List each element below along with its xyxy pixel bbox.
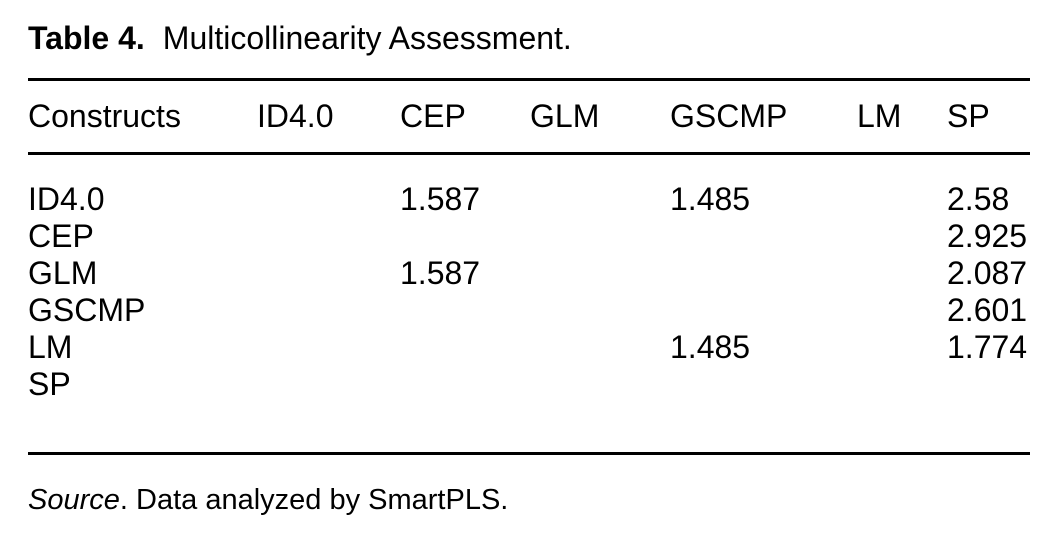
- table-cell: [530, 329, 670, 366]
- column-header: GLM: [530, 80, 670, 154]
- column-header: ID4.0: [257, 80, 400, 154]
- table-cell: 2.925: [947, 218, 1028, 254]
- table-cell: [670, 292, 857, 329]
- table-cell: [670, 255, 857, 292]
- row-header: LM: [28, 329, 73, 365]
- table-cell: [257, 292, 400, 329]
- table-cell: [857, 292, 947, 329]
- column-header: CEP: [400, 80, 530, 154]
- table-title: [28, 20, 572, 56]
- table-cell: [400, 329, 530, 366]
- table-cell: [257, 218, 400, 255]
- table-cell: [257, 154, 400, 219]
- table-cell: [857, 218, 947, 255]
- table-row: [28, 154, 1030, 219]
- table-body: [28, 154, 1030, 454]
- table-cell: [530, 366, 670, 454]
- table-row: [28, 218, 1030, 255]
- table-cell: 1.485: [670, 181, 751, 217]
- table-number-label: Table 4.: [28, 20, 145, 56]
- table-cell: 1.587: [400, 181, 481, 217]
- row-header: GSCMP: [28, 292, 146, 328]
- table-cell: [947, 366, 1030, 454]
- table-cell: 1.774: [947, 329, 1028, 365]
- column-header: SP: [947, 80, 1030, 154]
- multicollinearity-table: [28, 78, 1030, 455]
- table-cell: [857, 329, 947, 366]
- table-cell: [400, 218, 530, 255]
- column-header: GSCMP: [670, 80, 857, 154]
- table-caption: Multicollinearity Assessment.: [162, 20, 572, 56]
- table-cell: [857, 255, 947, 292]
- table-row: [28, 292, 1030, 329]
- table-row: [28, 366, 1030, 454]
- table-cell: [400, 292, 530, 329]
- table-cell: [857, 366, 947, 454]
- table-cell: 1.485: [670, 329, 751, 365]
- table-cell: 1.587: [400, 255, 481, 291]
- row-header: ID4.0: [28, 181, 105, 217]
- table-cell: 2.601: [947, 292, 1028, 328]
- table-cell: [257, 255, 400, 292]
- table-cell: [670, 218, 857, 255]
- source-label: Source: [28, 484, 120, 516]
- table-cell: [257, 366, 400, 454]
- table-cell: [670, 366, 857, 454]
- source-note: [28, 483, 508, 517]
- column-header-constructs: Constructs: [28, 80, 257, 154]
- table-cell: 2.58: [947, 181, 1010, 217]
- table-cell: [530, 292, 670, 329]
- column-header: LM: [857, 80, 947, 154]
- table-cell: [530, 255, 670, 292]
- table-cell: 2.087: [947, 255, 1028, 291]
- table-row: [28, 329, 1030, 366]
- table-cell: [857, 154, 947, 219]
- table-cell: [530, 154, 670, 219]
- table-cell: [257, 329, 400, 366]
- table-cell: [400, 366, 530, 454]
- source-text: . Data analyzed by SmartPLS.: [119, 484, 509, 516]
- table-row: [28, 255, 1030, 292]
- row-header: CEP: [28, 218, 94, 254]
- row-header: SP: [28, 366, 71, 402]
- row-header: GLM: [28, 255, 98, 291]
- table-cell: [530, 218, 670, 255]
- header-row: [28, 80, 1030, 154]
